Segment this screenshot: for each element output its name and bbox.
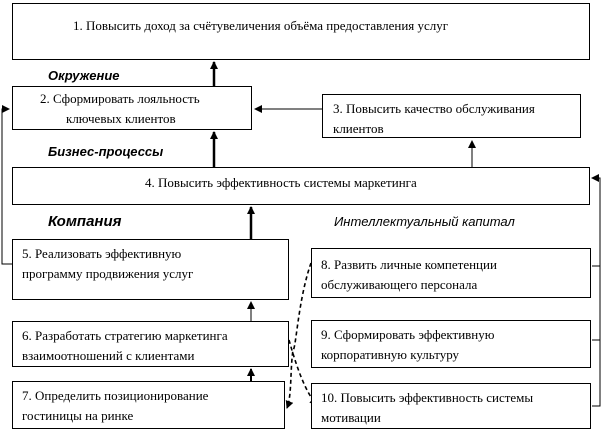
box-5-line-1: 5. Реализовать эффективную [22,246,182,261]
box-3-line-1: 3. Повысить качество обслуживания [333,101,535,116]
box-8-line-2: обслуживающего персонала [321,277,478,292]
box-2-customer-loyalty [12,86,252,130]
box-9-corporate-culture [311,320,591,368]
box-1-text: 1. Повысить доход за счётувеличения объёма предоставления услуг [73,18,449,33]
box-2-line-1: 2. Сформировать лояльность [40,91,200,106]
section-business-processes: Бизнес-процессы [48,144,164,159]
box-9-line-2: корпоративную культуру [321,347,460,362]
box-6-line-2: взаимоотношений с клиентами [22,348,195,363]
section-company: Компания [48,213,122,230]
box-3-service-quality [322,94,581,138]
box-3-line-2: клиентов [333,121,384,136]
box-8-line-1: 8. Развить личные компетенции [321,257,497,272]
box-8-staff-competencies [311,248,591,298]
box-7-line-1: 7. Определить позиционирование [22,388,209,403]
box-9-line-1: 9. Сформировать эффективную [321,327,495,342]
box-7-hotel-positioning [12,381,285,429]
box-5-promotion-program [12,239,289,300]
box-5-line-2: программу продвижения услуг [22,266,194,281]
box-6-relationship-strategy [12,321,289,367]
section-environment: Окружение [48,68,120,83]
box-7-line-2: гостиницы на ринке [22,408,134,423]
box-4-text: 4. Повысить эффективность системы маркетинга [145,175,417,190]
box-2-line-2: ключевых клиентов [66,111,176,126]
box-1-increase-income [12,3,590,60]
box-4-marketing-efficiency [12,167,590,205]
box-10-motivation-system [311,383,591,429]
box-10-line-1: 10. Повысить эффективность системы [321,390,534,405]
box-6-line-1: 6. Разработать стратегию маркетинга [22,328,228,343]
box-10-line-2: мотивации [321,410,381,425]
section-intellectual-capital: Интеллектуальный капитал [334,214,515,229]
